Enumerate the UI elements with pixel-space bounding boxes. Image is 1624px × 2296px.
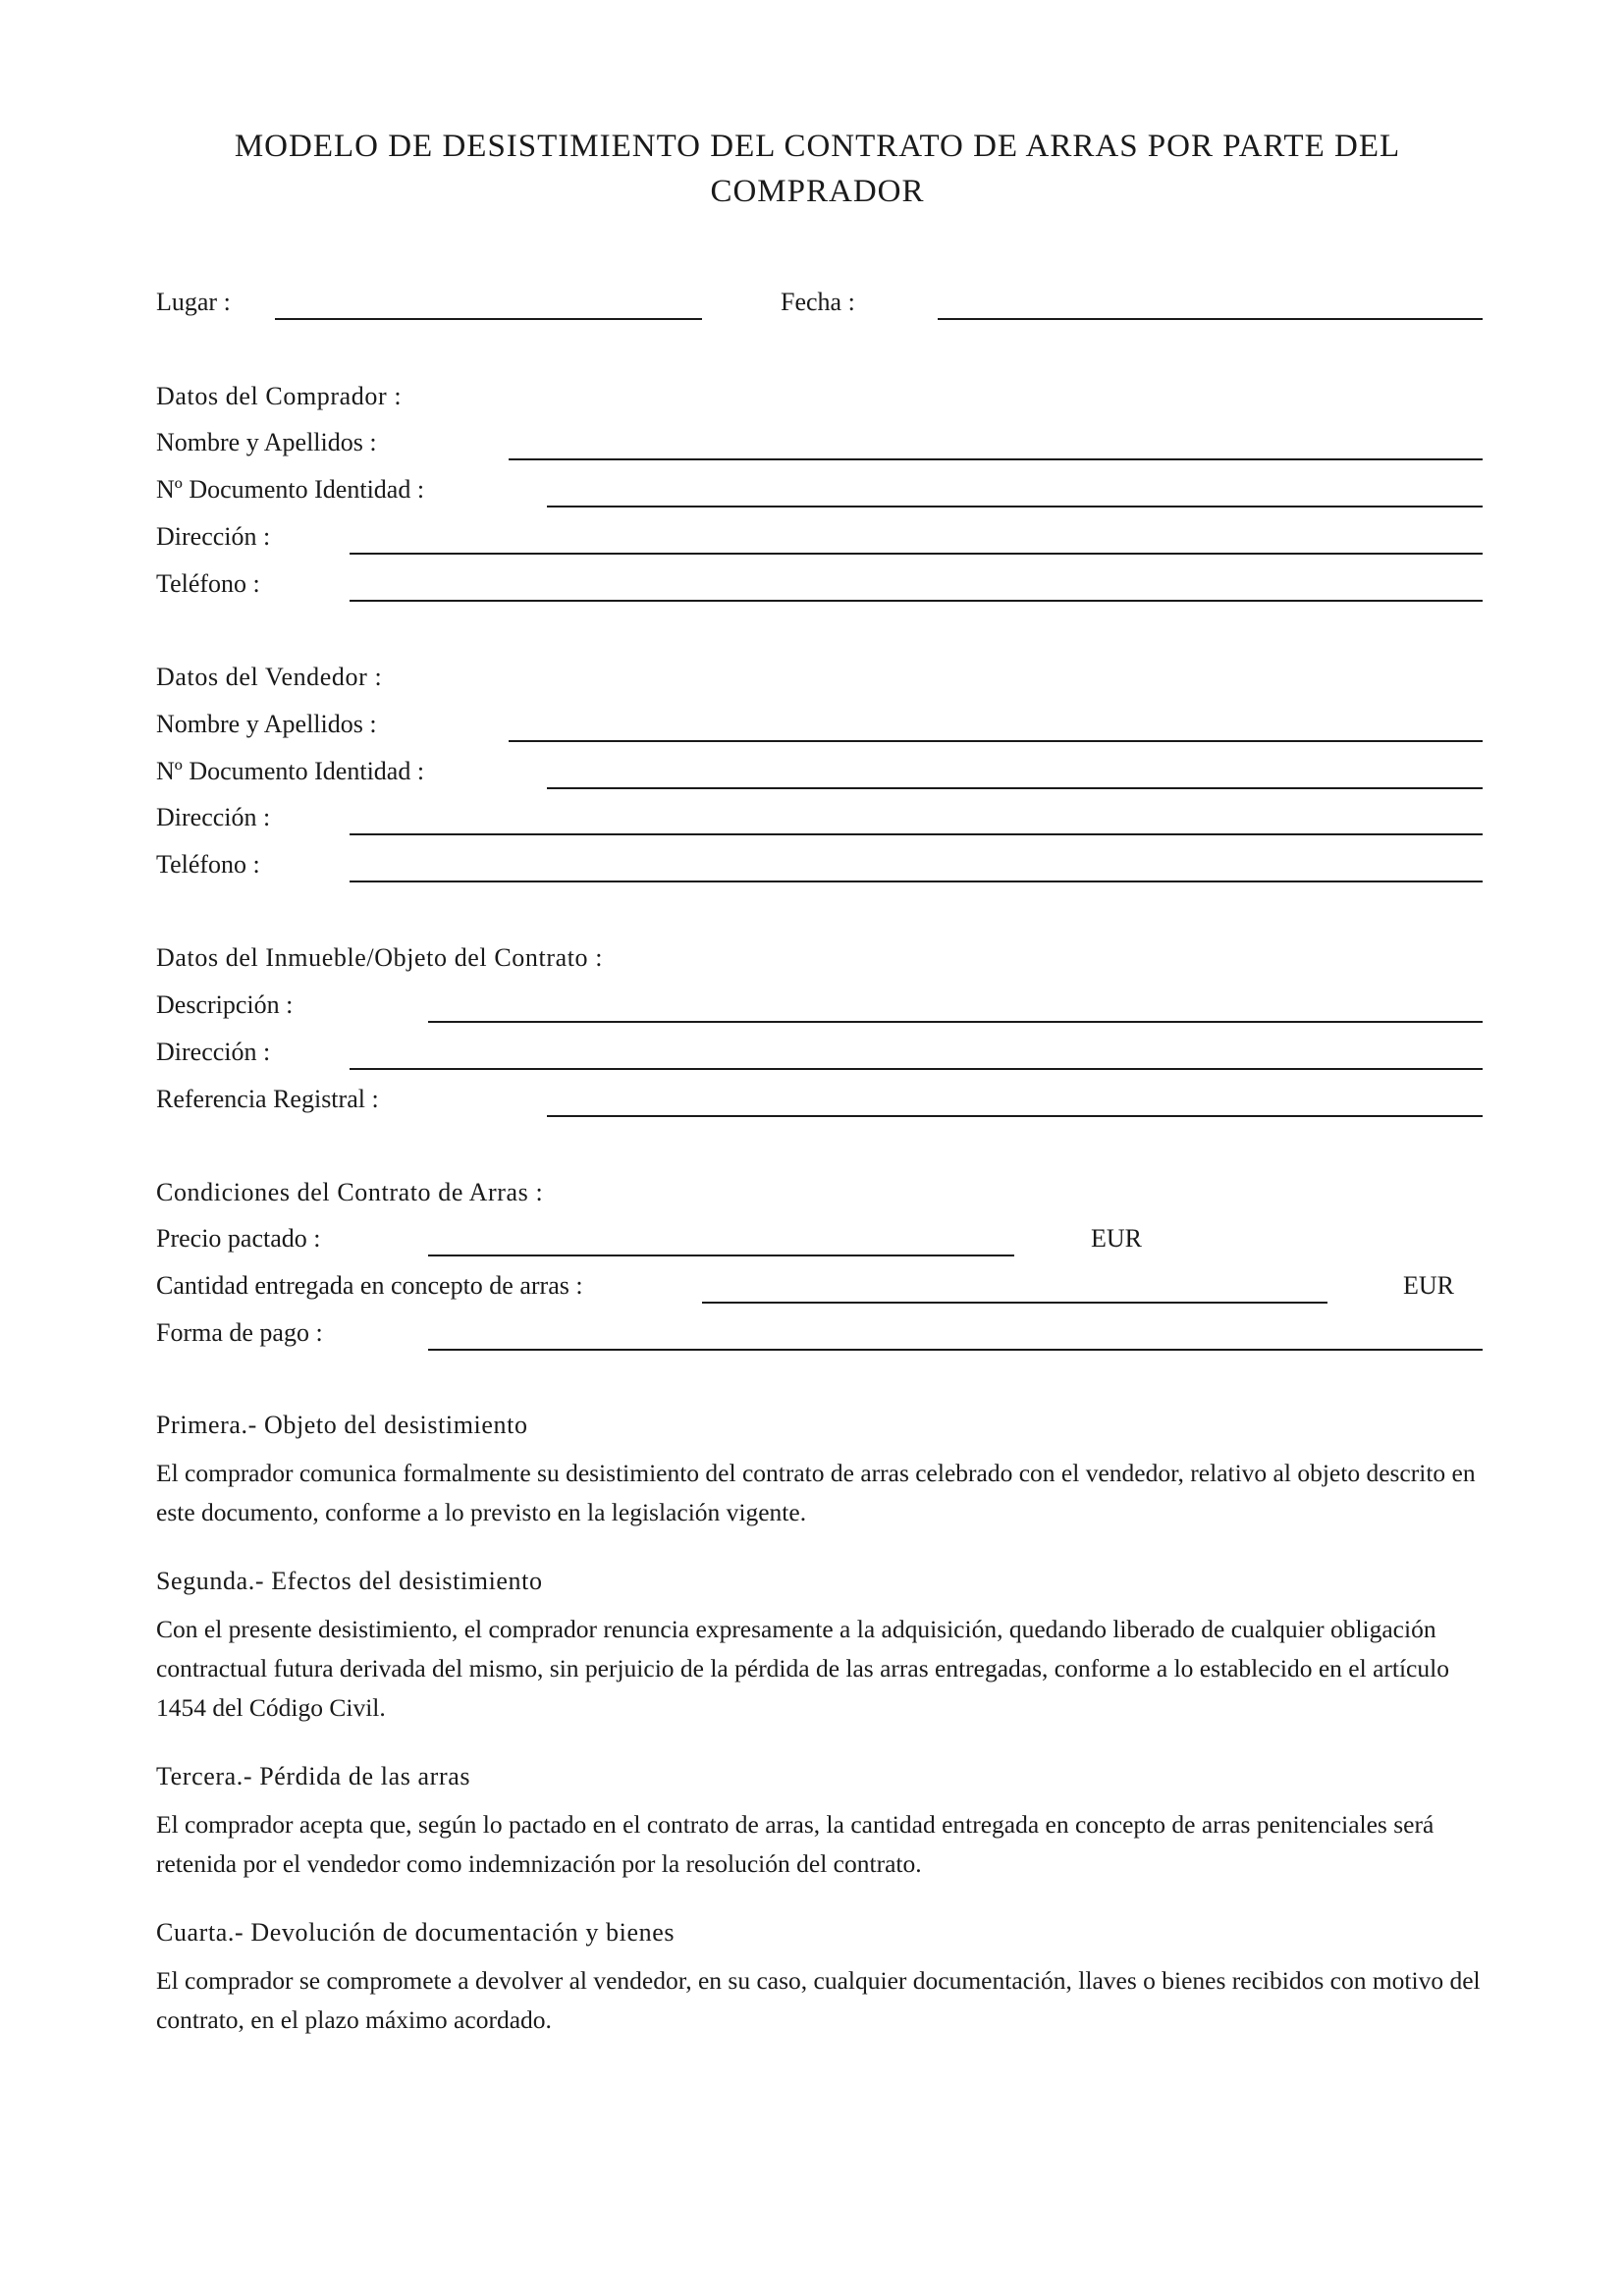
lugar-label: Lugar : bbox=[156, 288, 231, 316]
vendedor-direccion-label: Dirección : bbox=[156, 803, 271, 831]
inmueble-descripcion-label: Descripción : bbox=[156, 990, 294, 1019]
clause-title: Primera.- Objeto del desistimiento bbox=[156, 1411, 528, 1439]
comprador-documento-label: Nº Documento Identidad : bbox=[156, 475, 425, 504]
vendedor-telefono-label: Teléfono : bbox=[156, 850, 260, 879]
clause-title: Cuarta.- Devolución de documentación y bienes bbox=[156, 1918, 676, 1947]
cantidad-arras-field-line[interactable] bbox=[702, 1302, 1327, 1304]
clause-text: El comprador se compromete a devolver al vendedor, en su caso, cualquier documentación, llaves o bienes recibidos con motivo del contrato, en el plazo máximo acordado. bbox=[156, 1966, 1481, 2034]
forma-pago-label: Forma de pago : bbox=[156, 1318, 323, 1347]
precio-currency: EUR bbox=[1091, 1224, 1142, 1253]
forma-pago-field-line[interactable] bbox=[428, 1349, 1483, 1351]
comprador-telefono-label: Teléfono : bbox=[156, 569, 260, 598]
vendedor-documento-label: Nº Documento Identidad : bbox=[156, 757, 425, 785]
clause-text: El comprador comunica formalmente su desistimiento del contrato de arras celebrado con el vendedor, relativo al objeto descrito en este documento, conforme a lo previsto en la legislación vigente. bbox=[156, 1459, 1476, 1526]
cantidad-arras-label: Cantidad entregada en concepto de arras : bbox=[156, 1271, 583, 1300]
vendedor-nombre-label: Nombre y Apellidos : bbox=[156, 710, 377, 738]
vendedor-nombre-field-line[interactable] bbox=[509, 740, 1483, 742]
condiciones-heading: Condiciones del Contrato de Arras : bbox=[156, 1178, 544, 1206]
vendedor-heading: Datos del Vendedor : bbox=[156, 663, 383, 691]
inmueble-direccion-field-line[interactable] bbox=[350, 1068, 1483, 1070]
inmueble-referencia-field-line[interactable] bbox=[547, 1115, 1483, 1117]
comprador-documento-field-line[interactable] bbox=[547, 506, 1483, 507]
fecha-field-line[interactable] bbox=[938, 318, 1483, 320]
fecha-label: Fecha : bbox=[781, 288, 855, 316]
comprador-telefono-field-line[interactable] bbox=[350, 600, 1483, 602]
comprador-heading: Datos del Comprador : bbox=[156, 382, 403, 410]
precio-label: Precio pactado : bbox=[156, 1224, 321, 1253]
comprador-direccion-label: Dirección : bbox=[156, 522, 271, 551]
cantidad-arras-currency: EUR bbox=[1403, 1271, 1454, 1300]
clause-title: Tercera.- Pérdida de las arras bbox=[156, 1762, 471, 1790]
comprador-nombre-field-line[interactable] bbox=[509, 458, 1483, 460]
comprador-direccion-field-line[interactable] bbox=[350, 553, 1483, 555]
comprador-nombre-label: Nombre y Apellidos : bbox=[156, 428, 377, 456]
vendedor-documento-field-line[interactable] bbox=[547, 787, 1483, 789]
inmueble-referencia-label: Referencia Registral : bbox=[156, 1085, 379, 1113]
clause-text: Con el presente desistimiento, el comprador renuncia expresamente a la adquisición, quedando liberado de cualquier obligación contractual futura derivada del mismo, sin perjuicio de la pérdida de las arras entregadas, conforme a lo establecido en el artículo 1454 del Código Civil. bbox=[156, 1615, 1449, 1722]
document-title: MODELO DE DESISTIMIENTO DEL CONTRATO DE ARRAS POR PARTE DEL COMPRADOR bbox=[234, 129, 1401, 209]
precio-field-line[interactable] bbox=[428, 1255, 1014, 1256]
vendedor-direccion-field-line[interactable] bbox=[350, 833, 1483, 835]
clause-title: Segunda.- Efectos del desistimiento bbox=[156, 1567, 543, 1595]
inmueble-heading: Datos del Inmueble/Objeto del Contrato : bbox=[156, 943, 604, 972]
inmueble-descripcion-field-line[interactable] bbox=[428, 1021, 1483, 1023]
clause-text: El comprador acepta que, según lo pactado en el contrato de arras, la cantidad entregada en concepto de arras penitenciales será retenida por el vendedor como indemnización por la resolución del contrato. bbox=[156, 1810, 1435, 1878]
vendedor-telefono-field-line[interactable] bbox=[350, 881, 1483, 882]
inmueble-direccion-label: Dirección : bbox=[156, 1038, 271, 1066]
lugar-field-line[interactable] bbox=[275, 318, 702, 320]
